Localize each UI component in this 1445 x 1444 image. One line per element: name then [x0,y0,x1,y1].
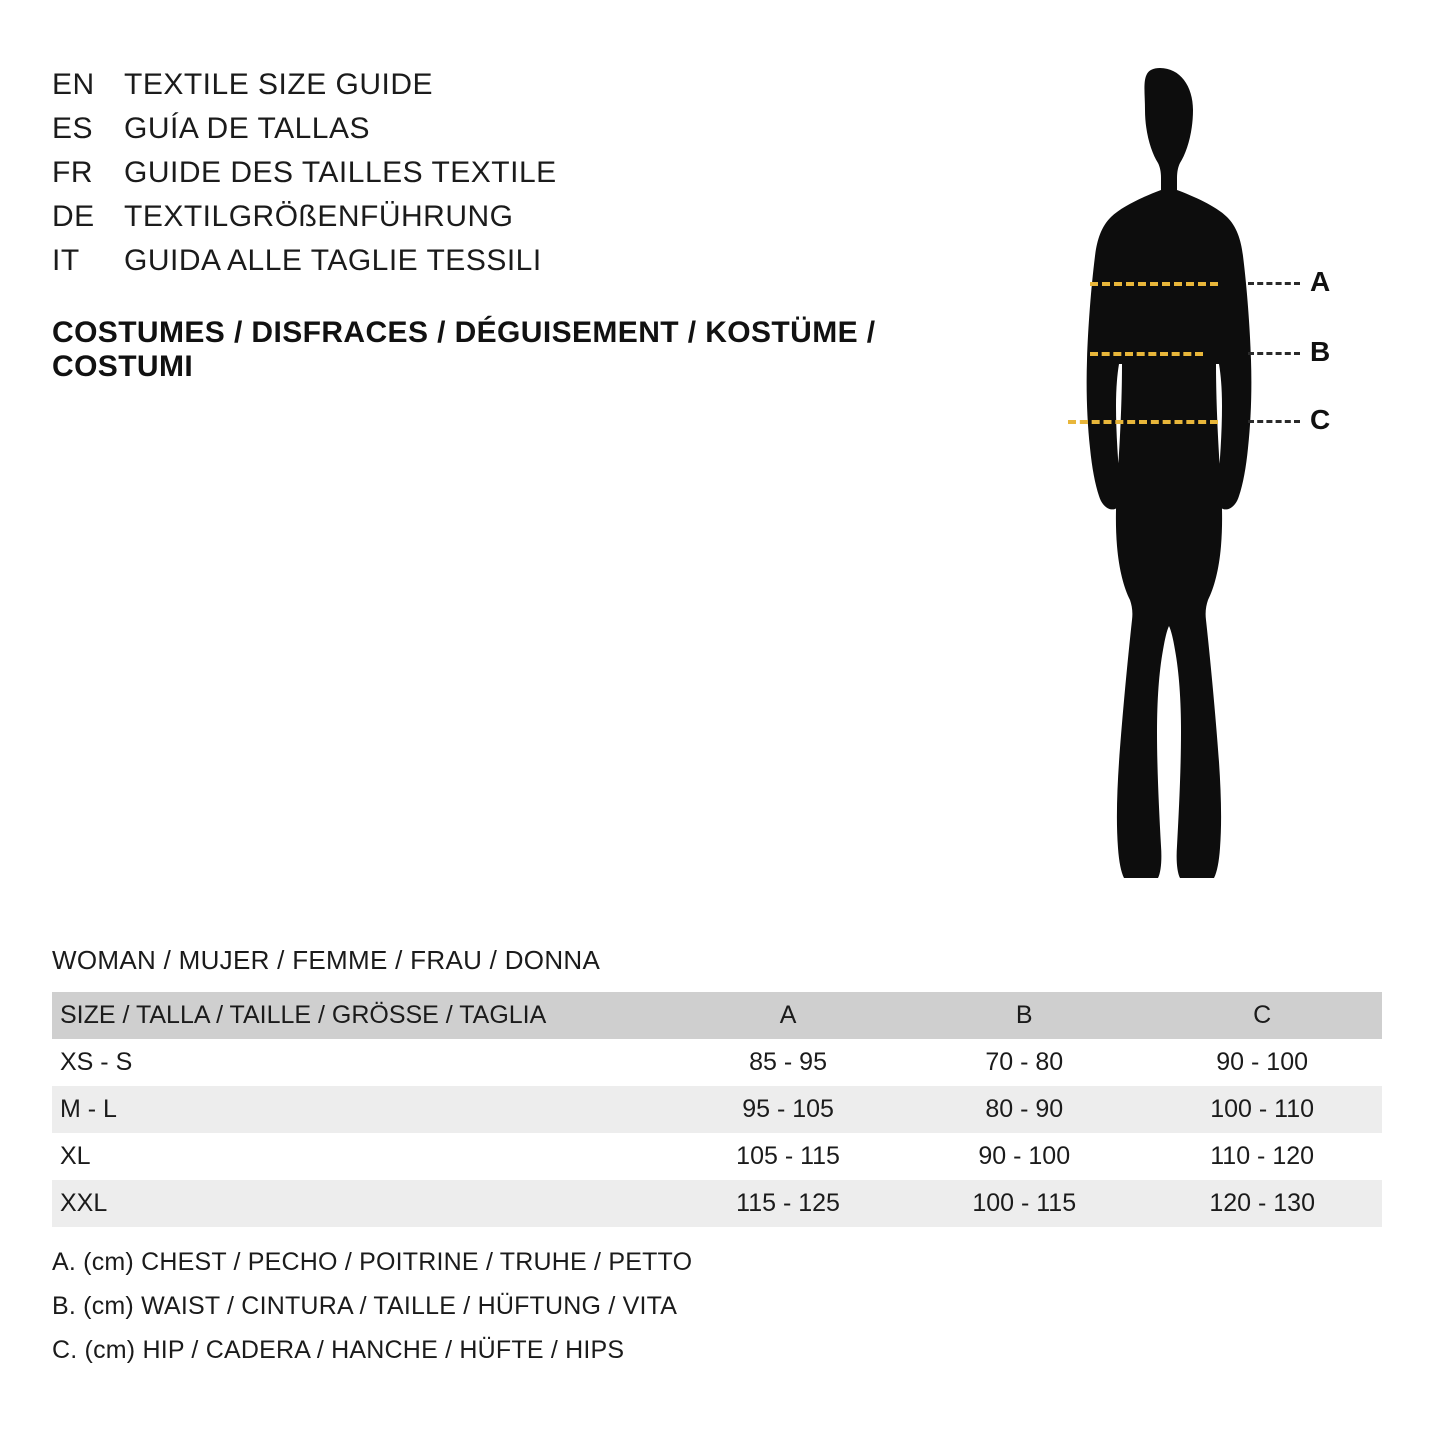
table-row [52,1180,1382,1227]
language-row [52,68,1012,112]
language-code: FR [52,156,93,189]
language-title: GUÍA DE TALLAS [124,112,370,145]
table-caption: WOMAN / MUJER / FEMME / FRAU / DONNA [52,945,601,975]
cell-size: M - L [60,1095,117,1123]
legend-item-c: C. (cm) HIP / CADERA / HANCHE / HÜFTE / HIPS [52,1336,625,1364]
language-row [52,244,1012,288]
legend-item-a: A. (cm) CHEST / PECHO / POITRINE / TRUHE / PETTO [52,1248,693,1276]
female-silhouette-icon [1030,60,1290,880]
table-row [52,1039,1382,1086]
column-header-a: A [779,1001,797,1029]
measurement-legend [52,1240,952,1372]
table-row [52,1086,1382,1133]
cell-a: 105 - 115 [736,1142,840,1170]
measure-leader-hip [1248,420,1300,423]
measure-label-a: A [1310,266,1331,297]
measure-leader-waist [1248,352,1300,355]
cell-size: XS - S [60,1048,133,1076]
cell-c: 120 - 130 [1209,1189,1315,1217]
language-code: ES [52,112,94,145]
language-row [52,200,1012,244]
language-code: EN [52,68,95,101]
cell-b: 70 - 80 [985,1048,1064,1076]
category-heading: COSTUMES / DISFRACES / DÉGUISEMENT / KOSTÜME / COSTUMI [52,316,876,383]
language-header [52,68,1012,384]
table-header [52,992,1382,1039]
language-title: GUIDA ALLE TAGLIE TESSILI [124,244,542,277]
language-title: TEXTILE SIZE GUIDE [124,68,434,101]
cell-b: 90 - 100 [978,1142,1071,1170]
cell-a: 85 - 95 [749,1048,827,1076]
language-row [52,156,1012,200]
language-title: GUIDE DES TAILLES TEXTILE [124,156,557,189]
cell-c: 110 - 120 [1210,1142,1315,1170]
cell-a: 115 - 125 [736,1189,840,1217]
language-row [52,112,1012,156]
size-table-section [52,945,1382,1227]
cell-b: 100 - 115 [972,1189,1077,1217]
measure-label-b: B [1310,336,1331,367]
column-header-size: SIZE / TALLA / TAILLE / GRÖSSE / TAGLIA [60,1001,547,1029]
language-code: DE [52,200,95,233]
language-title: TEXTILGRÖßENFÜHRUNG [124,200,514,233]
cell-b: 80 - 90 [985,1095,1064,1123]
cell-size: XL [60,1142,91,1170]
measurement-diagram [1000,60,1400,890]
column-header-b: B [1015,1001,1033,1029]
size-table [52,992,1382,1227]
cell-c: 100 - 110 [1210,1095,1315,1123]
measure-leader-chest [1248,282,1300,285]
measure-line-waist [1090,352,1203,356]
measure-line-hip [1068,420,1218,424]
cell-a: 95 - 105 [742,1095,834,1123]
column-header-c: C [1253,1001,1272,1029]
table-body [52,1039,1382,1227]
table-row [52,1133,1382,1180]
table-header-row [52,992,1382,1039]
language-code: IT [52,244,80,277]
measure-label-c: C [1310,404,1331,435]
legend-item-b: B. (cm) WAIST / CINTURA / TAILLE / HÜFTUNG / VITA [52,1292,678,1320]
measure-line-chest [1090,282,1218,286]
cell-size: XXL [60,1189,108,1217]
cell-c: 90 - 100 [1216,1048,1309,1076]
